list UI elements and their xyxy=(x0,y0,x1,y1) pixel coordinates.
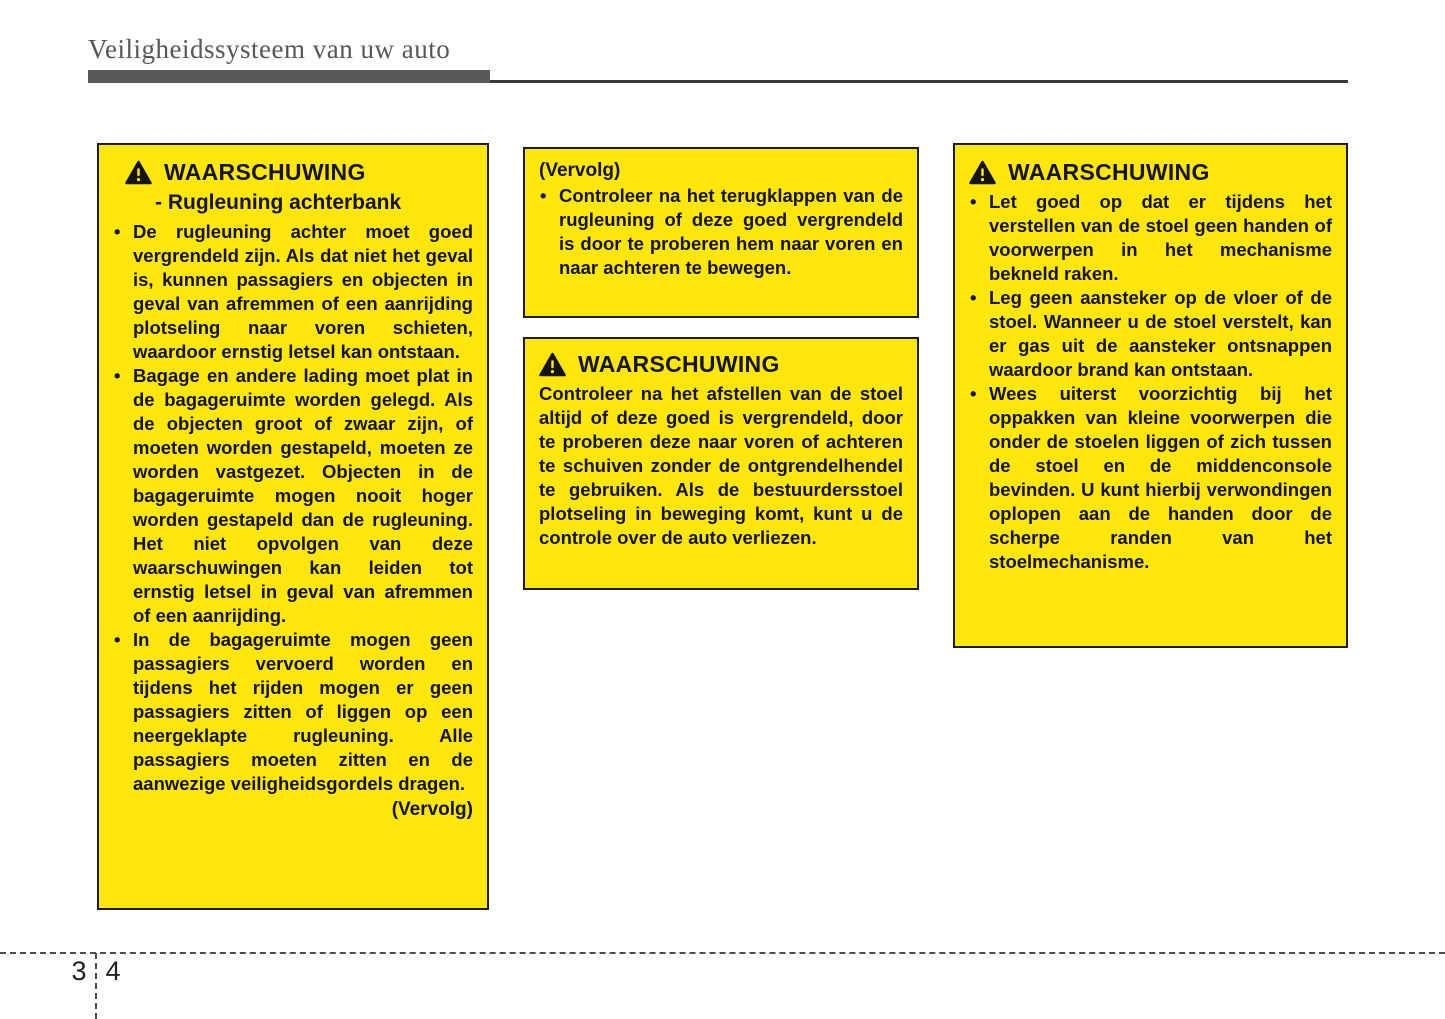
warning-paragraph: Controleer na het afstellen van de stoel altijd of deze goed is vergrendeld, door te proberen deze naar voren of achteren te schuiven zonder de ontgrendelhendel te gebruiken. Als de bestuurdersstoel plotseling in beweging komt, kunt u de controle over de auto verliezen. xyxy=(539,383,903,548)
warning-bullet-text: Wees uiterst voorzichtig bij het oppakken van kleine voorwerpen die onder de stoelen liggen of zich tussen de stoel en de middenconsole bevinden. U kunt hierbij verwondingen oplopen aan de handen door de scherpe randen van het stoelmechanisme. xyxy=(989,383,1332,572)
footer-page-number: 4 xyxy=(105,956,121,986)
page-title: Veiligheidssysteem van uw auto xyxy=(88,34,451,64)
bullet-marker: • xyxy=(540,185,547,206)
warning-triangle-icon xyxy=(969,160,996,185)
footer-dashed-rule xyxy=(0,952,1445,954)
warning-triangle-icon xyxy=(125,160,152,185)
warning-bullet xyxy=(539,184,903,280)
warning-heading xyxy=(125,157,473,187)
warning-bullet-text: Controleer na het terugklappen van de rugleuning of deze goed vergrendeld is door te proberen hem naar voren en naar achteren te bewegen. xyxy=(559,185,903,278)
warning-bullet xyxy=(113,364,473,628)
warning-bullet xyxy=(969,382,1332,574)
bullet-marker: • xyxy=(970,383,977,404)
warning-subheading: - Rugleuning achterbank xyxy=(155,191,402,214)
header-rule xyxy=(490,80,1348,83)
warning-bullet-text: Leg geen aansteker op de vloer of de stoel. Wanneer u de stoel verstelt, kan er gas uit de aansteker ontsnappen waardoor brand kan ontstaan. xyxy=(989,287,1332,380)
warning-box-seat-adjust xyxy=(523,337,919,590)
warning-heading xyxy=(969,157,1332,187)
bullet-marker: • xyxy=(114,365,121,386)
warning-heading-label: WAARSCHUWING xyxy=(1008,159,1210,185)
warning-bullet xyxy=(969,190,1332,286)
warning-bullet-text: Bagage en andere lading moet plat in de bagageruimte worden gelegd. Als de objecten groot of zwaar zijn, of moeten worden gestapeld, moeten ze worden vastgezet. Objecten in de bagageruimte mogen nooit hoger worden gestapeld dan de rugleuning. Het niet opvolgen van deze waarschuwingen kan leiden tot ernstig letsel in geval van afremmen of een aanrijding. xyxy=(133,365,473,626)
warning-heading-label: WAARSCHUWING xyxy=(164,159,366,185)
warning-bullet xyxy=(969,286,1332,382)
bullet-marker: • xyxy=(114,221,121,242)
warning-box-seat-mechanism xyxy=(953,143,1348,648)
header-bar xyxy=(88,70,490,83)
continuation-label: (Vervolg) xyxy=(391,799,473,820)
warning-bullet-text: Let goed op dat er tijdens het verstellen van de stoel geen handen of voorwerpen in het mechanisme bekneld raken. xyxy=(989,191,1332,284)
warning-bullet-text: De rugleuning achter moet goed vergrendeld zijn. Als dat niet het geval is, kunnen passagiers en objecten in geval van afremmen of een aanrijding plotseling naar voren schieten, waardoor ernstig letsel kan ontstaan. xyxy=(133,221,473,362)
warning-bullet xyxy=(113,220,473,364)
warning-heading-label: WAARSCHUWING xyxy=(578,351,780,377)
warning-heading xyxy=(539,349,903,379)
continuation-top-label: (Vervolg) xyxy=(539,160,621,181)
footer-dashed-divider xyxy=(95,953,97,1019)
bullet-marker: • xyxy=(970,287,977,308)
warning-box-rear-seatback xyxy=(97,143,489,910)
footer-section-number: 3 xyxy=(71,956,87,986)
warning-triangle-icon xyxy=(539,352,566,377)
bullet-marker: • xyxy=(970,191,977,212)
bullet-marker: • xyxy=(114,629,121,650)
warning-bullet-text: In de bagageruimte mogen geen passagiers vervoerd worden en tijdens het rijden mogen er geen passagiers zitten of liggen op een neergeklapte rugleuning. Alle passagiers moeten zitten en de aanwezige veiligheidsgordels dragen. xyxy=(133,629,473,794)
warning-box-continuation xyxy=(523,147,919,318)
warning-bullet xyxy=(113,628,473,796)
